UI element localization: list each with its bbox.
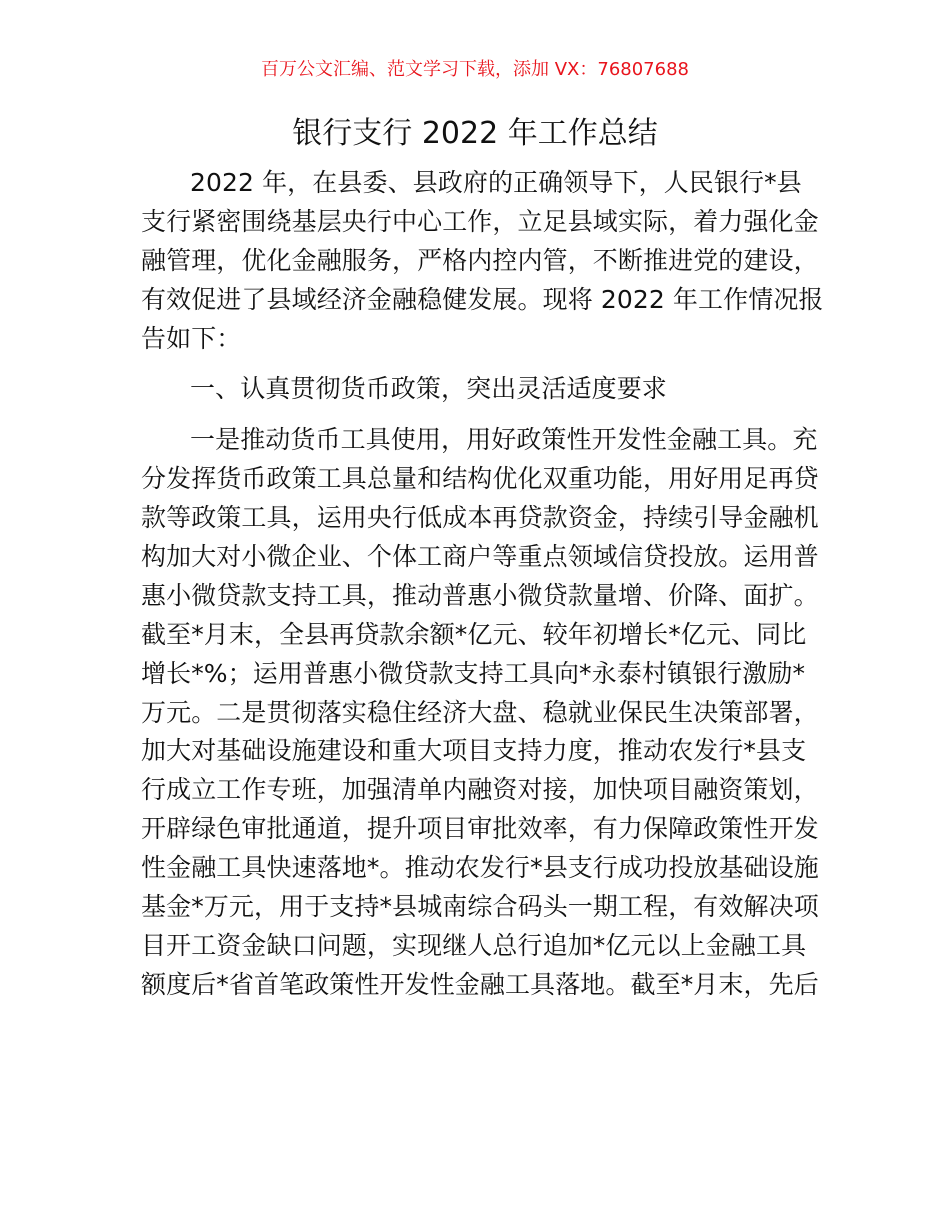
text-line: 融管理，优化金融服务，严格内控内管，不断推进党的建设， bbox=[141, 245, 819, 275]
text-line: 加大对基础设施建设和重大项目支持力度，推动农发行*县支 bbox=[141, 736, 807, 766]
text-line: 款等政策工具，运用央行低成本再贷款资金，持续引导金融机 bbox=[141, 503, 819, 533]
text-line: 万元。二是贯彻落实稳住经济大盘、稳就业保民生决策部署， bbox=[141, 697, 819, 727]
paragraph-section1 bbox=[141, 421, 819, 1004]
text-line: 分发挥货币政策工具总量和结构优化双重功能，用好用足再贷 bbox=[141, 464, 819, 494]
text-line: 开辟绿色审批通道，提升项目审批效率，有力保障政策性开发 bbox=[141, 814, 819, 844]
text-line: 增长*%；运用普惠小微贷款支持工具向*永泰村镇银行激励* bbox=[141, 658, 806, 688]
text-line: 基金*万元，用于支持*县城南综合码头一期工程，有效解决项 bbox=[141, 892, 819, 922]
text-line: 行成立工作专班，加强清单内融资对接，加快项目融资策划， bbox=[141, 775, 819, 805]
text-line: 告如下： bbox=[141, 323, 242, 353]
document-title: 银行支行 2022 年工作总结 bbox=[292, 116, 658, 151]
text-line: 构加大对小微企业、个体工商户等重点领域信贷投放。运用普 bbox=[141, 542, 819, 572]
text-line: 2022 年，在县委、县政府的正确领导下，人民银行*县 bbox=[190, 168, 802, 197]
text-line: 性金融工具快速落地*。推动农发行*县支行成功投放基础设施 bbox=[141, 853, 819, 883]
text-line: 惠小微贷款支持工具，推动普惠小微贷款量增、价降、面扩。 bbox=[141, 580, 819, 610]
text-line: 一是推动货币工具使用，用好政策性开发性金融工具。充 bbox=[190, 425, 818, 455]
text-line: 支行紧密围绕基层央行中心工作，立足县域实际，着力强化金 bbox=[141, 206, 819, 236]
watermark-header: 百万公文汇编、范文学习下载，添加 VX：76807688 bbox=[261, 59, 689, 80]
text-line: 截至*月末，全县再贷款余额*亿元、较年初增长*亿元、同比 bbox=[141, 619, 807, 649]
document-body bbox=[141, 164, 824, 1005]
section-heading: 一、认真贯彻货币政策，突出灵活适度要求 bbox=[190, 374, 667, 404]
paragraph-intro bbox=[141, 164, 824, 358]
text-line: 有效促进了县域经济金融稳健发展。现将 2022 年工作情况报 bbox=[141, 284, 824, 314]
text-line: 额度后*省首笔政策性开发性金融工具落地。截至*月末，先后 bbox=[141, 969, 819, 999]
text-line: 目开工资金缺口问题，实现继人总行追加*亿元以上金融工具 bbox=[141, 930, 807, 960]
